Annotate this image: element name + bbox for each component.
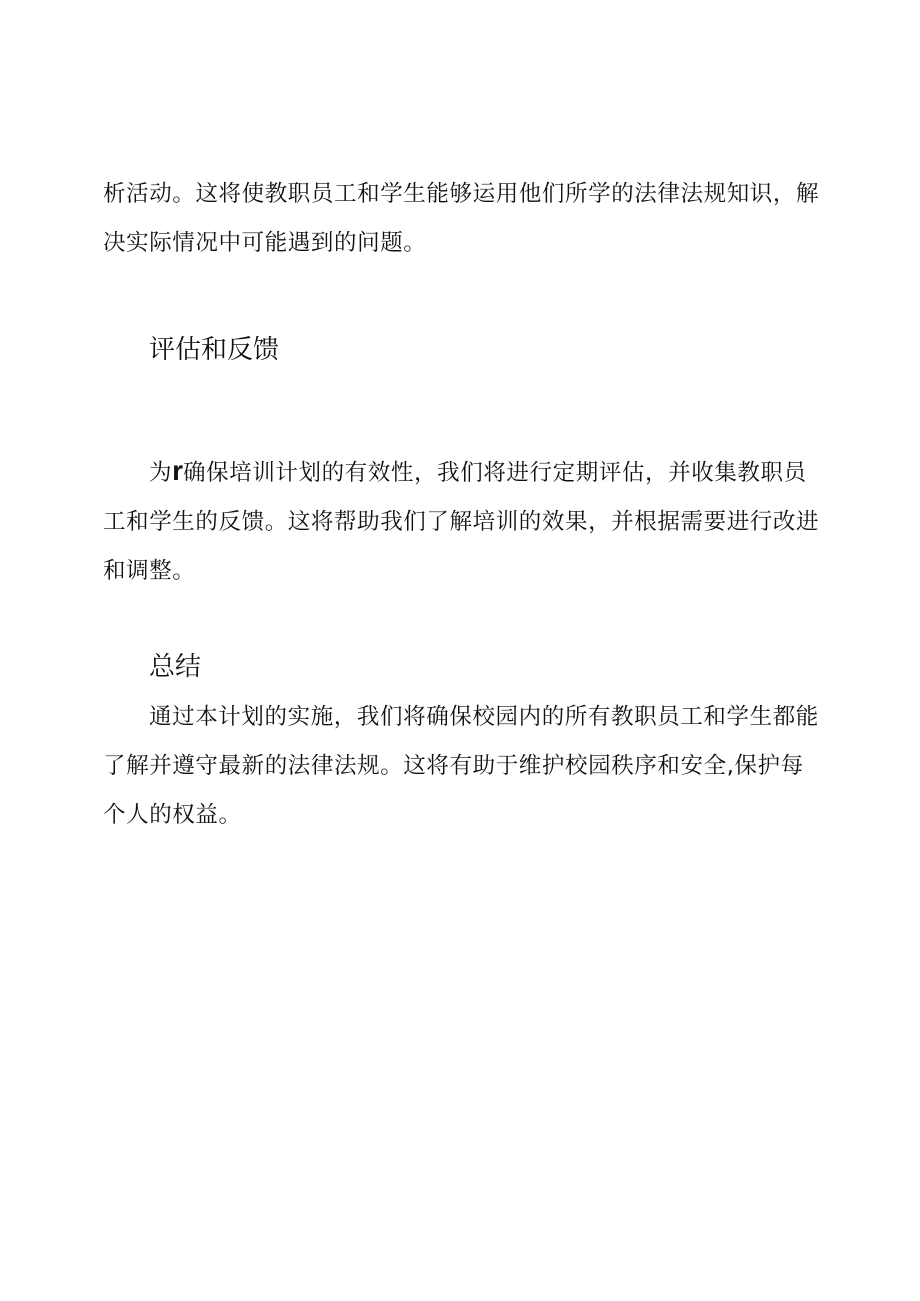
line-rest: 确保培训计划的有效性，我们将进行定期评估，并收集教职员 [183,460,807,486]
line-prefix: 为 [149,460,173,486]
summary-paragraph [103,693,819,840]
paragraph-line: 了解并遵守最新的法律法规。这将有助于维护校园秩序和安全,保护每 [103,753,804,779]
section-heading-evaluation: 评估和反馈 [149,335,280,365]
paragraph-line: 工和学生的反馈。这将帮助我们了解培训的效果，并根据需要进行改进 [103,509,820,535]
paragraph-line: 析活动。这将使教职员工和学生能够运用他们所学的法律法规知识，解 [103,181,820,207]
paragraph-line: 通过本计划的实施，我们将确保校园内的所有教职员工和学生都能 [149,704,819,730]
paragraph-line [103,446,819,498]
paragraph-line: 决实际情况中可能遇到的问题。 [103,230,427,256]
section-heading-summary: 总结 [149,652,202,682]
intro-paragraph [103,170,819,268]
paragraph-line: 个人的权益。 [103,802,242,828]
paragraph-line: 和调整。 [103,558,196,584]
stray-mark: r [172,455,184,486]
evaluation-paragraph [103,446,819,596]
